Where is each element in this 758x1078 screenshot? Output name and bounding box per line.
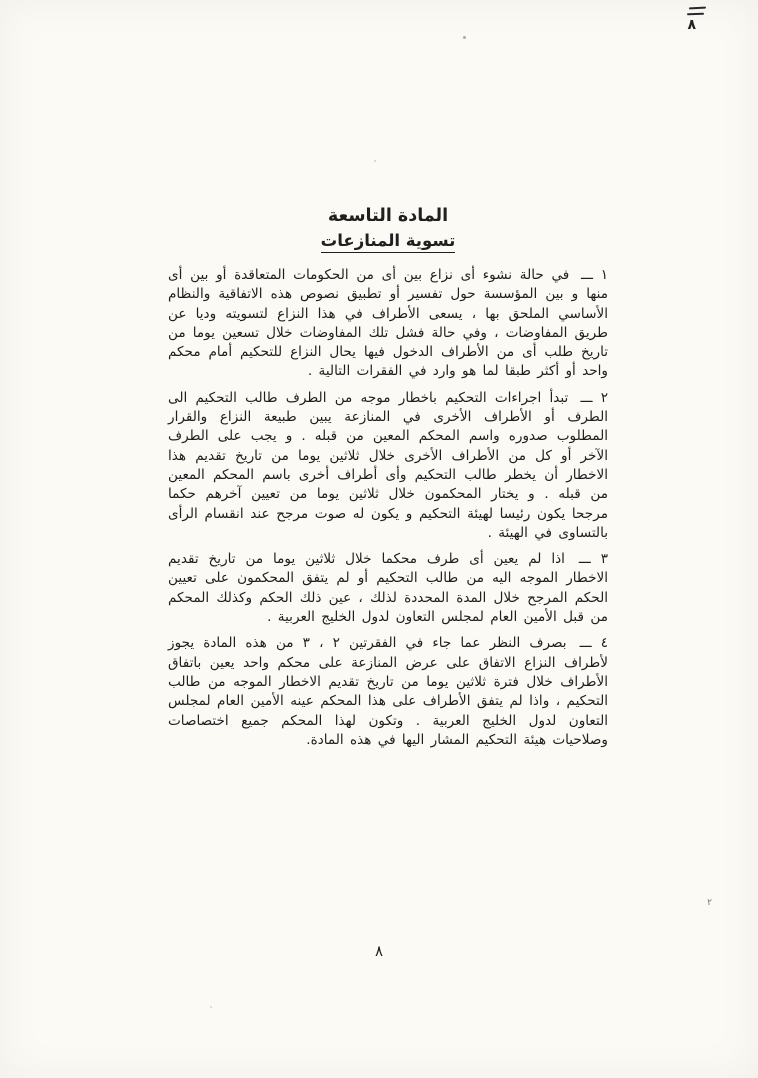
paragraph-1-text: في حالة نشوء أى نزاع بين أى من الحكومات المتعاقدة أو بين أى منها و بين المؤسسة حول تفسير أو تطبيق نصوص هذه الاتفاقية والنظام الأساسي الملحق بها ، يسعى الأطراف في هذا النزاع لتسويته وديا عن طريق المفاوضات ، وفي حالة فشل تلك المفاوضات خلال تسعين يوما من تاريخ طلب أى من الأطراف الدخول فيها يحال النزاع للتحكيم أمام محكم واحد أو أكثر طبقا لما هو وارد في الفقرات التالية . [168, 267, 608, 380]
handwritten-corner-marks [666, 4, 706, 38]
paragraph-1 [168, 266, 608, 382]
scan-artifact [210, 1006, 212, 1008]
paragraph-3-number: ٣ ـــ [578, 551, 608, 568]
margin-mark: ٢ [707, 898, 712, 908]
page-number: ٨ [374, 942, 384, 960]
scan-artifact [463, 36, 466, 39]
pen-dash-icon [689, 7, 706, 10]
article-subtitle [168, 231, 608, 253]
corner-page-numeral: ٨ [687, 17, 696, 33]
paragraph-1-number: ١ ـــ [581, 267, 608, 283]
paragraph-2-text: تبدأ اجراءات التحكيم باخطار موجه من الطرف طالب التحكيم الى الطرف أو الأطراف الأخرى في المنازعة يبين طبيعة النزاع والقرار المطلوب صدوره واسم المحكم المعين من قبله . و يجب على الطرف الآخر أو كل من الأطراف الأخرى خلال ثلاثين يوما من تاريخ تقديم هذا الاخطار أن يخطر طالب التحكيم وأى أطراف أخرى باسم المحكم المعين من قبله . و يختار المحكمون خلال ثلاثين يوما من تعيين آخرهم حكما مرجحا يكون رئيسا لهيئة التحكيم و يكون له صوت مرجح عند انقسام الرأى بالتساوى في الهيئة . [168, 389, 608, 541]
paragraph-3 [168, 550, 608, 627]
paragraph-list [168, 266, 608, 750]
pen-dash-icon [687, 13, 704, 16]
scan-artifact [374, 160, 376, 162]
paragraph-4-number: ٤ ـــ [579, 635, 608, 652]
article-title: المادة التاسعة [327, 206, 449, 226]
paragraph-2-number: ٢ ـــ [580, 389, 608, 406]
article-subtitle-text: تسوية المنازعات [321, 231, 456, 253]
paragraph-3-text: اذا لم يعين أى طرف محكما خلال ثلاثين يوما من تاريخ تقديم الاخطار الموجه اليه من طالب التحكيم أو لم يتفق المحكمون على تعيين الحكم المرجح خلال المدة المحددة لذلك ، عين ذلك الحكم وكذلك المحكم من قبل الأمين العام لمجلس التعاون لدول الخليج العربية . [168, 551, 608, 626]
paragraph-4-text: بصرف النظر عما جاء في الفقرتين ٢ ، ٣ من هذه المادة يجوز لأطراف النزاع الاتفاق على عرض المنازعة على محكم واحد يعين باتفاق الأطراف خلال فترة ثلاثين يوما من تاريخ تقديم الاخطار الموجه من طالب التحكيم ، واذا لم يتفق الأطراف على هذا المحكم عينه الأمين العام لمجلس التعاون لدول الخليج العربية . وتكون لهذا المحكم جميع اختصاصات وصلاحيات هيئة التحكيم المشار اليها في هذه المادة. [168, 635, 608, 748]
paragraph-4 [168, 634, 608, 750]
paragraph-2 [168, 389, 608, 543]
document-body [168, 206, 608, 757]
